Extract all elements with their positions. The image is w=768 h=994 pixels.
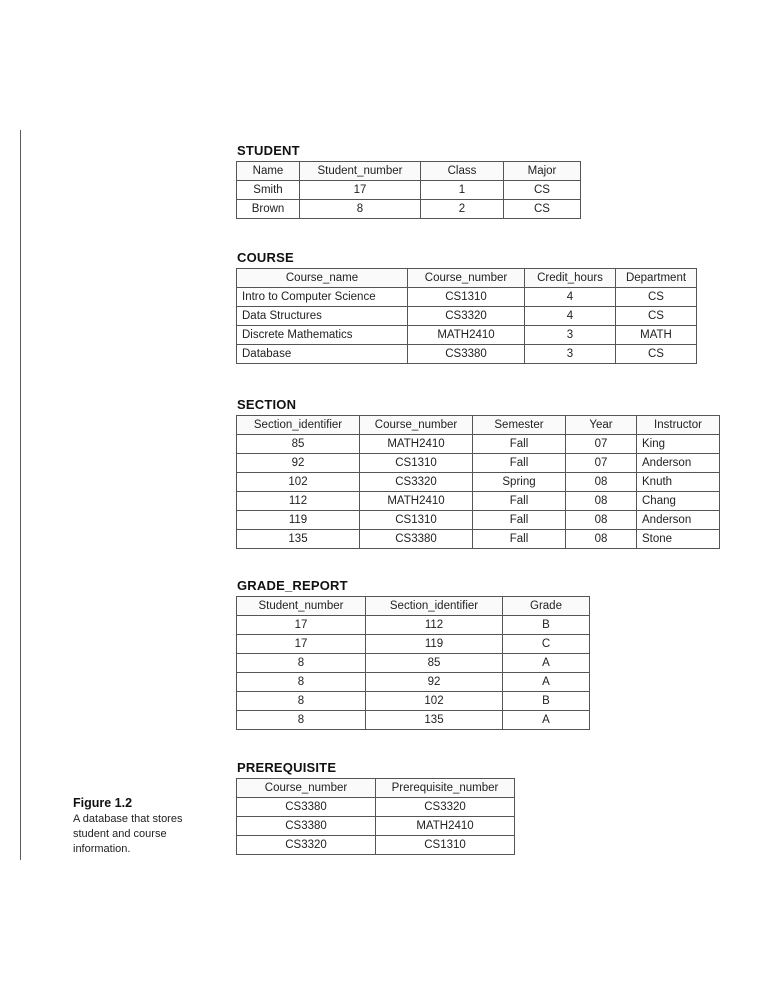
table-row (237, 673, 590, 692)
table-row (237, 530, 720, 549)
table-cell: Brown (237, 200, 300, 219)
table-row (237, 326, 697, 345)
table-cell: Spring (473, 473, 566, 492)
table-row (237, 307, 697, 326)
page-margin-rule (20, 130, 21, 860)
table-cell: 112 (366, 616, 503, 635)
table-cell: Smith (237, 181, 300, 200)
table-row (237, 635, 590, 654)
column-header: Course_name (237, 269, 408, 288)
column-header: Name (237, 162, 300, 181)
table-cell: Discrete Mathematics (237, 326, 408, 345)
table-cell: 135 (237, 530, 360, 549)
table-cell: CS (616, 307, 697, 326)
column-header: Year (566, 416, 637, 435)
table-cell: 85 (237, 435, 360, 454)
table-cell: 8 (300, 200, 421, 219)
table-row (237, 435, 720, 454)
course-table-block (236, 250, 697, 364)
table-cell: 119 (366, 635, 503, 654)
table-cell: B (503, 616, 590, 635)
table-cell: 135 (366, 711, 503, 730)
table-cell: 07 (566, 454, 637, 473)
table-cell: Fall (473, 492, 566, 511)
student-table-block (236, 143, 581, 219)
table-cell: Anderson (637, 511, 720, 530)
table-cell: CS3380 (360, 530, 473, 549)
table-cell: CS1310 (376, 836, 515, 855)
table-row (237, 200, 581, 219)
table-cell: Data Structures (237, 307, 408, 326)
table-cell: Database (237, 345, 408, 364)
table-cell: CS1310 (360, 454, 473, 473)
table-cell: 85 (366, 654, 503, 673)
table-cell: 1 (421, 181, 504, 200)
column-header: Course_number (360, 416, 473, 435)
prerequisite-table-title: PREREQUISITE (237, 760, 337, 775)
table-cell: 8 (237, 654, 366, 673)
prerequisite-table (236, 778, 515, 855)
table-cell: CS3320 (408, 307, 525, 326)
table-cell: MATH2410 (360, 492, 473, 511)
column-header: Department (616, 269, 697, 288)
table-cell: 92 (366, 673, 503, 692)
table-cell: CS3380 (408, 345, 525, 364)
table-row (237, 711, 590, 730)
table-cell: CS3320 (360, 473, 473, 492)
table-cell: CS3380 (237, 817, 376, 836)
table-cell: CS (616, 345, 697, 364)
figure-caption-text: A database that stores student and course information. (73, 813, 183, 855)
table-row (237, 492, 720, 511)
section-table (236, 415, 720, 549)
table-cell: 102 (237, 473, 360, 492)
column-header: Grade (503, 597, 590, 616)
table-cell: MATH2410 (360, 435, 473, 454)
table-cell: CS3320 (237, 836, 376, 855)
grade-report-table (236, 596, 590, 730)
student-table-title: STUDENT (237, 143, 300, 158)
table-cell: 2 (421, 200, 504, 219)
column-header: Prerequisite_number (376, 779, 515, 798)
table-cell: King (637, 435, 720, 454)
section-table-block (236, 397, 720, 549)
table-header-row (237, 162, 581, 181)
table-cell: CS (504, 181, 581, 200)
table-cell: 8 (237, 692, 366, 711)
grade-report-table-block (236, 578, 590, 730)
table-cell: A (503, 711, 590, 730)
table-row (237, 345, 697, 364)
table-cell: 17 (300, 181, 421, 200)
table-row (237, 836, 515, 855)
table-cell: A (503, 673, 590, 692)
table-cell: CS3380 (237, 798, 376, 817)
table-cell: 08 (566, 530, 637, 549)
table-cell: 92 (237, 454, 360, 473)
table-header-row (237, 779, 515, 798)
figure-caption-title: Figure 1.2 (73, 796, 133, 810)
table-cell: Stone (637, 530, 720, 549)
table-cell: Fall (473, 511, 566, 530)
column-header: Course_number (237, 779, 376, 798)
grade-report-table-title: GRADE_REPORT (237, 578, 348, 593)
table-cell: C (503, 635, 590, 654)
table-cell: Intro to Computer Science (237, 288, 408, 307)
table-cell: Anderson (637, 454, 720, 473)
table-cell: 112 (237, 492, 360, 511)
table-cell: A (503, 654, 590, 673)
section-table-title: SECTION (237, 397, 297, 412)
column-header: Student_number (300, 162, 421, 181)
table-cell: 4 (525, 288, 616, 307)
student-table (236, 161, 581, 219)
table-cell: 8 (237, 711, 366, 730)
table-cell: CS (616, 288, 697, 307)
table-row (237, 798, 515, 817)
column-header: Section_identifier (237, 416, 360, 435)
table-cell: MATH2410 (408, 326, 525, 345)
table-row (237, 473, 720, 492)
table-cell: CS3320 (376, 798, 515, 817)
course-table (236, 268, 697, 364)
table-cell: 17 (237, 635, 366, 654)
table-cell: 3 (525, 345, 616, 364)
column-header: Course_number (408, 269, 525, 288)
table-cell: 07 (566, 435, 637, 454)
table-cell: 102 (366, 692, 503, 711)
table-row (237, 511, 720, 530)
table-cell: Fall (473, 454, 566, 473)
column-header: Section_identifier (366, 597, 503, 616)
table-cell: MATH (616, 326, 697, 345)
table-row (237, 692, 590, 711)
column-header: Instructor (637, 416, 720, 435)
table-cell: CS1310 (408, 288, 525, 307)
column-header: Class (421, 162, 504, 181)
table-row (237, 181, 581, 200)
table-row (237, 454, 720, 473)
table-header-row (237, 269, 697, 288)
table-cell: B (503, 692, 590, 711)
prerequisite-table-block (236, 760, 515, 855)
table-row (237, 616, 590, 635)
table-cell: 119 (237, 511, 360, 530)
table-cell: Chang (637, 492, 720, 511)
table-row (237, 817, 515, 836)
figure-caption (73, 796, 213, 857)
column-header: Student_number (237, 597, 366, 616)
table-cell: 08 (566, 511, 637, 530)
table-cell: 3 (525, 326, 616, 345)
column-header: Credit_hours (525, 269, 616, 288)
table-cell: 08 (566, 473, 637, 492)
table-cell: MATH2410 (376, 817, 515, 836)
column-header: Major (504, 162, 581, 181)
table-header-row (237, 416, 720, 435)
table-cell: Fall (473, 435, 566, 454)
table-cell: 08 (566, 492, 637, 511)
course-table-title: COURSE (237, 250, 294, 265)
table-row (237, 654, 590, 673)
table-cell: CS (504, 200, 581, 219)
table-cell: CS1310 (360, 511, 473, 530)
column-header: Semester (473, 416, 566, 435)
table-row (237, 288, 697, 307)
table-header-row (237, 597, 590, 616)
table-cell: Fall (473, 530, 566, 549)
table-cell: 4 (525, 307, 616, 326)
table-cell: 8 (237, 673, 366, 692)
table-cell: Knuth (637, 473, 720, 492)
table-cell: 17 (237, 616, 366, 635)
